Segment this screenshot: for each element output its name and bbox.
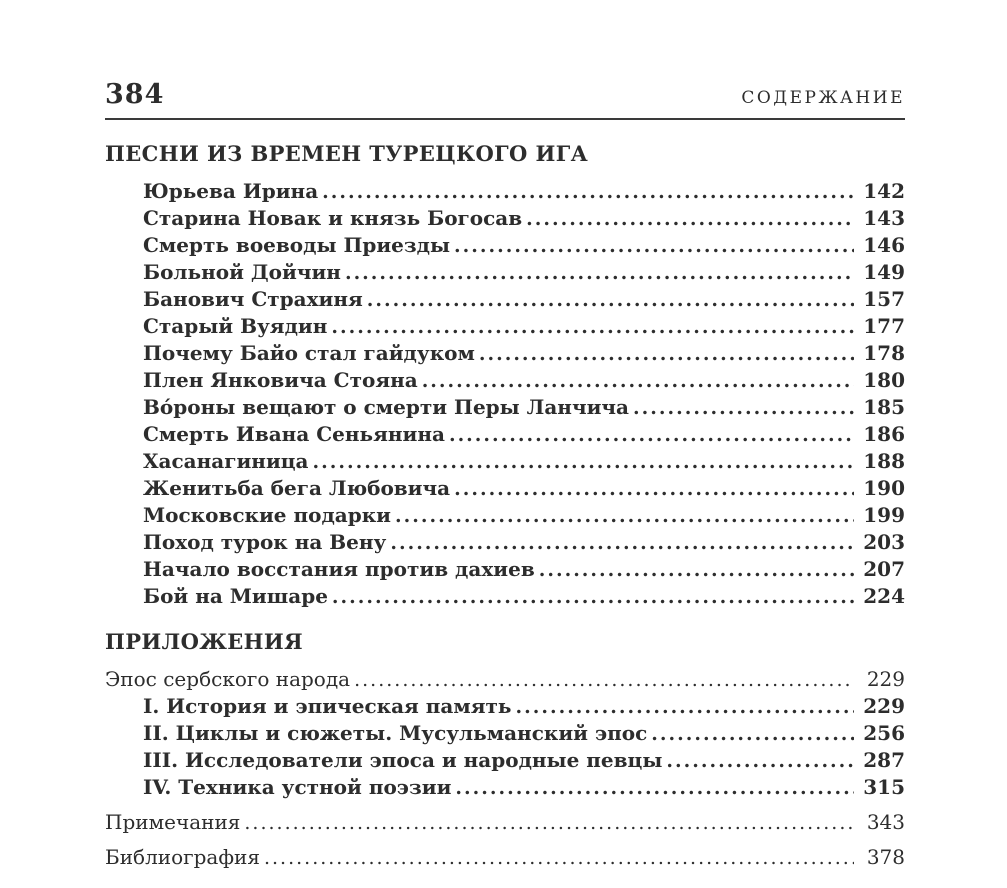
- running-title: СОДЕРЖАНИЕ: [741, 88, 905, 108]
- dot-leader: [526, 206, 854, 232]
- entry-title: Примечания: [105, 810, 241, 834]
- entry-title: Юрьева Ирина: [143, 179, 319, 203]
- entry-list: [105, 178, 905, 610]
- entry-page-number: 143: [863, 206, 905, 230]
- entry-title: Старина Новак и князь Богосав: [143, 206, 523, 230]
- entry-page-number: 199: [863, 503, 905, 527]
- dot-leader: [390, 530, 854, 556]
- entry-title: Старый Вуядин: [143, 314, 328, 338]
- dot-leader: [666, 748, 854, 774]
- entry-title: Поход турок на Вену: [143, 530, 387, 554]
- entry-page-number: 207: [863, 557, 905, 581]
- entry-title: Начало восстания против дахиев: [143, 557, 535, 581]
- entry-title: III. Исследователи эпоса и народные певцы: [143, 748, 663, 772]
- toc-entry: [105, 313, 905, 340]
- dot-leader: [244, 810, 854, 836]
- dot-leader: [395, 503, 854, 529]
- dot-leader: [367, 287, 854, 313]
- header-rule: [105, 118, 905, 120]
- entry-title: Хасанагиница: [143, 449, 309, 473]
- toc-entry: [105, 421, 905, 448]
- toc-entry: [105, 178, 905, 205]
- toc-entry: [105, 583, 905, 610]
- toc-entry: [105, 475, 905, 502]
- entry-page-number: 142: [863, 179, 905, 203]
- toc-entry: [105, 259, 905, 286]
- toc-entry: [105, 394, 905, 421]
- toc-entry: [105, 448, 905, 475]
- entry-title: Банович Страхиня: [143, 287, 363, 311]
- dot-leader: [322, 179, 854, 205]
- entry-page-number: 229: [863, 694, 905, 718]
- table-of-contents: [105, 140, 905, 871]
- entry-title: Бой на Мишаре: [143, 584, 328, 608]
- entry-title: Эпос сербского народа: [105, 667, 351, 691]
- toc-entry: [105, 286, 905, 313]
- entry-title: I. История и эпическая память: [143, 694, 512, 718]
- toc-entry: [105, 666, 905, 693]
- dot-leader: [516, 694, 855, 720]
- entry-title: Больной Дойчин: [143, 260, 341, 284]
- entry-page-number: 315: [863, 775, 905, 799]
- entry-page-number: 256: [863, 721, 905, 745]
- entry-page-number: 190: [863, 476, 905, 500]
- section-heading: ПРИЛОЖЕНИЯ: [105, 629, 304, 654]
- toc-entry: [105, 529, 905, 556]
- dot-leader: [449, 422, 854, 448]
- toc-entry: [105, 747, 905, 774]
- toc-entry: [105, 205, 905, 232]
- toc-entry: [105, 720, 905, 747]
- entry-page-number: 146: [863, 233, 905, 257]
- entry-page-number: 149: [863, 260, 905, 284]
- dot-leader: [313, 449, 854, 475]
- toc-entry: [105, 232, 905, 259]
- entry-list: [105, 666, 905, 871]
- toc-entry: [105, 502, 905, 529]
- toc-entry: [105, 340, 905, 367]
- toc-entry: [105, 774, 905, 801]
- entry-page-number: 188: [863, 449, 905, 473]
- entry-title: Почему Байо стал гайдуком: [143, 341, 475, 365]
- toc-entry: [105, 556, 905, 583]
- dot-leader: [454, 476, 854, 502]
- entry-title: Смерть воеводы Приезды: [143, 233, 451, 257]
- dot-leader: [455, 775, 854, 801]
- page-header: [105, 80, 905, 110]
- dot-leader: [345, 260, 854, 286]
- entry-page-number: 186: [863, 422, 905, 446]
- entry-page-number: 203: [863, 530, 905, 554]
- toc-section: [105, 628, 905, 871]
- toc-entry: [105, 844, 905, 871]
- entry-page-number: 178: [863, 341, 905, 365]
- dot-leader: [539, 557, 854, 583]
- toc-section: [105, 140, 905, 610]
- entry-page-number: 229: [866, 667, 905, 691]
- entry-title: Во́роны вещают о смерти Перы Ланчича: [143, 395, 630, 419]
- entry-title: Женитьба бега Любовича: [143, 476, 451, 500]
- entry-title: II. Циклы и сюжеты. Мусульманский эпос: [143, 721, 648, 745]
- toc-entry: [105, 693, 905, 720]
- dot-leader: [479, 341, 854, 367]
- dot-leader: [332, 584, 854, 610]
- entry-page-number: 180: [863, 368, 905, 392]
- entry-title: Библиография: [105, 845, 260, 869]
- entry-page-number: 287: [863, 748, 905, 772]
- entry-page-number: 224: [863, 584, 905, 608]
- dot-leader: [651, 721, 854, 747]
- entry-page-number: 378: [866, 845, 905, 869]
- dot-leader: [331, 314, 854, 340]
- toc-entry: [105, 809, 905, 836]
- section-heading: ПЕСНИ ИЗ ВРЕМЕН ТУРЕЦКОГО ИГА: [105, 141, 589, 166]
- entry-page-number: 185: [863, 395, 905, 419]
- dot-leader: [422, 368, 854, 394]
- entry-page-number: 343: [866, 810, 905, 834]
- dot-leader: [633, 395, 854, 421]
- dot-leader: [264, 845, 854, 871]
- entry-title: Московские подарки: [143, 503, 392, 527]
- entry-page-number: 177: [863, 314, 905, 338]
- entry-title: Плен Янковича Стояна: [143, 368, 418, 392]
- entry-title: Смерть Ивана Сеньянина: [143, 422, 445, 446]
- entry-title: IV. Техника устной поэзии: [143, 775, 452, 799]
- dot-leader: [354, 667, 854, 693]
- page-number: 384: [105, 79, 165, 110]
- dot-leader: [454, 233, 854, 259]
- entry-page-number: 157: [863, 287, 905, 311]
- toc-entry: [105, 367, 905, 394]
